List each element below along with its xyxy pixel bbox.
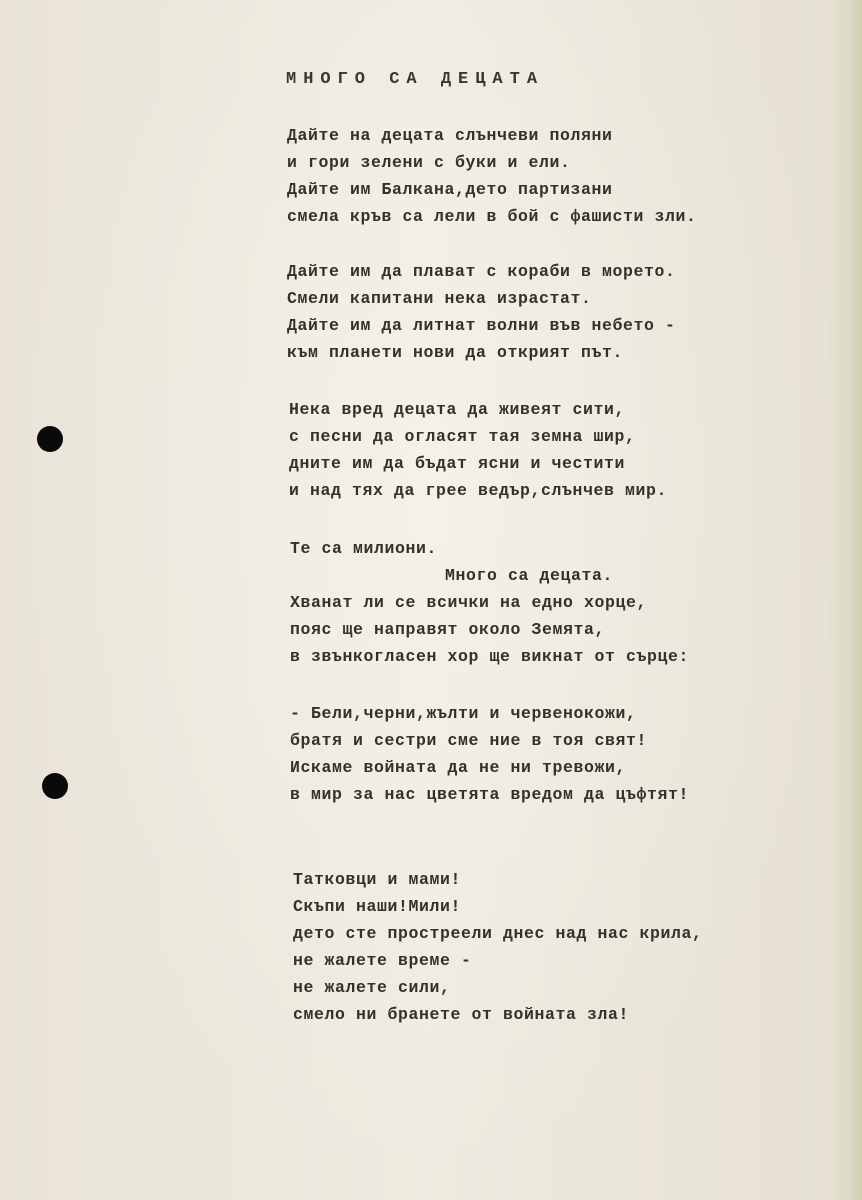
- poem-line: Дайте им да литнат волни във небето -: [287, 316, 676, 335]
- poem-line: не жалете сили,: [293, 978, 451, 997]
- poem-line: към планети нови да открият път.: [287, 343, 624, 362]
- poem-line: и гори зелени с буки и ели.: [287, 153, 571, 172]
- poem-line: Смели капитани нека израстат.: [287, 289, 592, 308]
- stanza-1: [287, 122, 697, 230]
- poem-line: в звънкогласен хор ще викнат от сърце:: [290, 647, 690, 666]
- stanza-3: [289, 396, 667, 504]
- poem-line: - Бели,черни,жълти и червенокожи,: [290, 704, 637, 723]
- poem-line-indented: Много са децата.: [445, 566, 614, 585]
- poem-line: смела кръв са лели в бой с фашисти зли.: [287, 207, 697, 226]
- poem-line: Нека вред децата да живеят сити,: [289, 400, 626, 419]
- punch-hole-top: [37, 426, 63, 452]
- poem-line: Татковци и мами!: [293, 870, 462, 889]
- stanza-2: [287, 258, 676, 366]
- poem-line: в мир за нас цветята вредом да цъфтят!: [290, 785, 690, 804]
- poem-line: с песни да огласят тая земна шир,: [289, 427, 636, 446]
- poem-line: Хванат ли се всички на едно хорце,: [290, 593, 648, 612]
- poem-line: смело ни бранете от войната зла!: [293, 1005, 630, 1024]
- poem-line: Дайте им Балкана,дето партизани: [287, 180, 613, 199]
- poem-line: Те са милиони.: [290, 539, 438, 558]
- poem-title: МНОГО СА ДЕЦАТА: [286, 70, 545, 89]
- poem-line: дето сте простреели днес над нас крила,: [293, 924, 703, 943]
- poem-line: пояс ще направят около Земята,: [290, 620, 606, 639]
- stanza-4: [290, 535, 689, 670]
- poem-line: не жалете време -: [293, 951, 472, 970]
- poem-line: дните им да бъдат ясни и честити: [289, 454, 626, 473]
- poem-line: Скъпи наши!Мили!: [293, 897, 462, 916]
- page-edge: [848, 0, 862, 1200]
- stanza-6: [293, 866, 703, 1028]
- poem-line: и над тях да грее ведър,слънчев мир.: [289, 481, 668, 500]
- poem-line: Дайте им да плават с кораби в морето.: [287, 262, 676, 281]
- poem-line: братя и сестри сме ние в тоя свят!: [290, 731, 648, 750]
- punch-hole-bottom: [42, 773, 68, 799]
- poem-line: Искаме войната да не ни тревожи,: [290, 758, 627, 777]
- stanza-5: [290, 700, 689, 808]
- poem-line: Дайте на децата слънчеви поляни: [287, 126, 613, 145]
